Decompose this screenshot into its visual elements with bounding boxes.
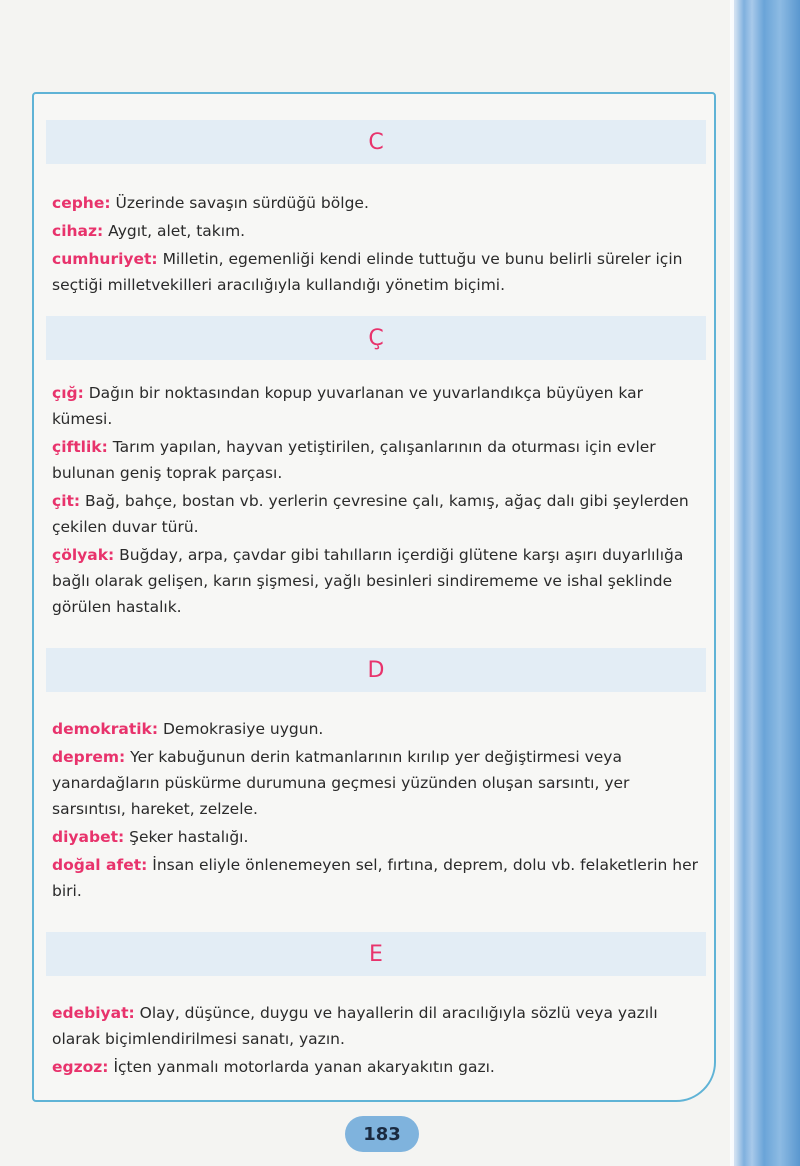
- entry-term: deprem:: [52, 748, 126, 766]
- glossary-entry: [52, 542, 702, 620]
- entry-definition: Buğday, arpa, çavdar gibi tahılların içerdiği glütene karşı aşırı duyarlılığa bağlı olarak gelişen, karın şişmesi, yağlı besinleri sindirememe ve ishal şeklinde görülen hastalık.: [52, 546, 684, 616]
- book-spine: [730, 0, 800, 1166]
- entry-term: cephe:: [52, 194, 111, 212]
- glossary-entry: [52, 852, 702, 904]
- entry-term: çit:: [52, 492, 81, 510]
- entry-term: çığ:: [52, 384, 84, 402]
- entry-definition: Tarım yapılan, hayvan yetiştirilen, çalışanlarının da oturması için evler bulunan geniş toprak parçası.: [52, 438, 656, 482]
- glossary-entry: [52, 716, 702, 742]
- page-number: 183: [345, 1116, 419, 1152]
- entry-definition: İnsan eliyle önlenemeyen sel, fırtına, deprem, dolu vb. felaketlerin her biri.: [52, 856, 698, 900]
- section-letter: D: [367, 657, 385, 683]
- entry-definition: Yer kabuğunun derin katmanlarının kırılıp yer değiştirmesi veya yanardağların püskürme durumuna geçmesi yüzünden oluşan sarsıntı, yer sarsıntısı, hareket, zelzele.: [52, 748, 630, 818]
- entry-definition: Üzerinde savaşın sürdüğü bölge.: [115, 194, 369, 212]
- entry-term: doğal afet:: [52, 856, 148, 874]
- entry-definition: Aygıt, alet, takım.: [108, 222, 246, 240]
- entry-term: cihaz:: [52, 222, 104, 240]
- glossary-entry: [52, 218, 702, 244]
- entry-term: çiftlik:: [52, 438, 108, 456]
- entry-definition: Olay, düşünce, duygu ve hayallerin dil aracılığıyla sözlü veya yazılı olarak biçimlendirilmesi sanatı, yazın.: [52, 1004, 658, 1048]
- spine-edge: [730, 0, 734, 1166]
- section-c-cedilla-entries: [52, 380, 702, 622]
- entry-term: çölyak:: [52, 546, 115, 564]
- glossary-entry: [52, 1054, 702, 1080]
- entry-term: edebiyat:: [52, 1004, 135, 1022]
- entry-term: demokratik:: [52, 720, 159, 738]
- section-e-entries: [52, 1000, 702, 1082]
- glossary-entry: [52, 488, 702, 540]
- glossary-entry: [52, 246, 702, 298]
- glossary-entry: [52, 744, 702, 822]
- glossary-entry: [52, 190, 702, 216]
- entry-definition: Dağın bir noktasından kopup yuvarlanan ve yuvarlandıkça büyüyen kar kümesi.: [52, 384, 643, 428]
- entry-term: cumhuriyet:: [52, 250, 158, 268]
- section-c-entries: [52, 190, 702, 300]
- section-d-entries: [52, 716, 702, 906]
- entry-definition: Milletin, egemenliği kendi elinde tuttuğu ve bunu belirli süreler için seçtiği milletvekilleri aracılığıyla kullandığı yönetim biçimi.: [52, 250, 683, 294]
- entry-term: egzoz:: [52, 1058, 109, 1076]
- section-header-d: [46, 648, 706, 692]
- glossary-entry: [52, 380, 702, 432]
- section-letter: Ç: [368, 325, 384, 351]
- glossary-entry: [52, 434, 702, 486]
- entry-definition: Bağ, bahçe, bostan vb. yerlerin çevresine çalı, kamış, ağaç dalı gibi şeylerden çekilen duvar türü.: [52, 492, 689, 536]
- entry-term: diyabet:: [52, 828, 125, 846]
- section-header-c-cedilla: [46, 316, 706, 360]
- entry-definition: Demokrasiye uygun.: [163, 720, 324, 738]
- section-letter: E: [369, 941, 383, 967]
- entry-definition: İçten yanmalı motorlarda yanan akaryakıtın gazı.: [113, 1058, 495, 1076]
- section-header-e: [46, 932, 706, 976]
- glossary-entry: [52, 824, 702, 850]
- entry-definition: Şeker hastalığı.: [129, 828, 249, 846]
- section-header-c: [46, 120, 706, 164]
- glossary-entry: [52, 1000, 702, 1052]
- section-letter: C: [368, 129, 384, 155]
